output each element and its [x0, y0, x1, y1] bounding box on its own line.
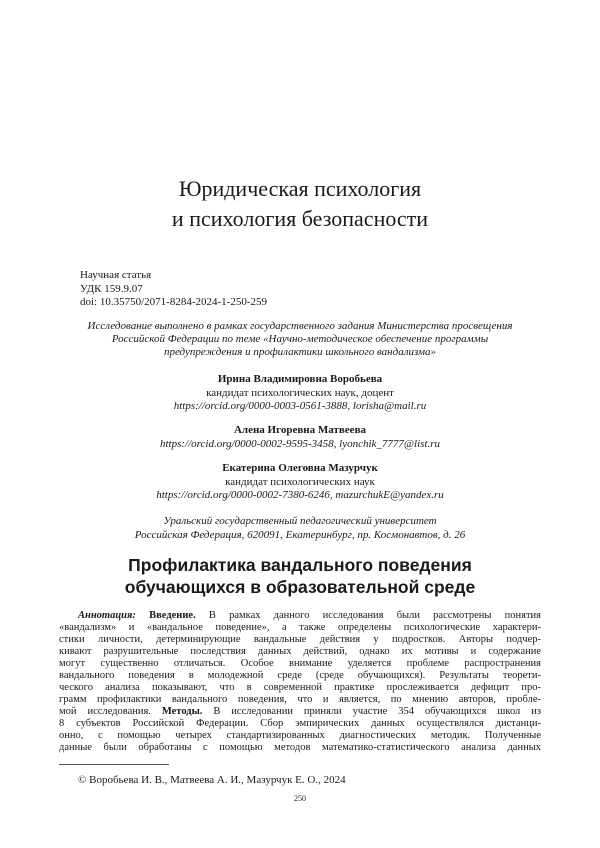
- abstract-line: онно, с помощью четырех стандартизированных диагностических методик. Полученные: [59, 730, 541, 741]
- abstract-line: ческого анализа показывают, что в современной практике прослеживается дефицит про-: [59, 682, 541, 693]
- author-degree: кандидат психологических наук, доцент: [206, 386, 394, 399]
- article-title-line-2: обучающихся в образовательной среде: [124, 577, 476, 597]
- abstract-line: «вандализм» и «вандальное поведение», а также определены психологические характери-: [59, 622, 541, 633]
- author-contact[interactable]: https://orcid.org/0000-0003-0561-3888, lorisha@mail.ru: [173, 400, 427, 412]
- abstract-line: кивают разрушительные последствия данных действий, однако их мотивы и содержание: [59, 646, 541, 657]
- article-title: [0, 554, 600, 598]
- affiliation-line-1: Уральский государственный педагогический университет: [163, 515, 437, 527]
- author-2: [40, 424, 560, 451]
- abstract-text: В рамках данного исследования были рассмотрены понятия: [195, 610, 541, 621]
- funding-line-1: Исследование выполнено в рамках государственного задания Министерства просвещения: [87, 320, 513, 332]
- author-name: Алена Игоревна Матвеева: [233, 424, 367, 436]
- abstract-text: В исследовании приняли участие 354 обучающихся школ из: [202, 706, 542, 717]
- abstract: [59, 610, 541, 754]
- author-3: [40, 462, 560, 503]
- abstract-line: [59, 706, 541, 718]
- footnote-divider: [59, 764, 169, 765]
- affiliation: [40, 514, 560, 542]
- author-name: Екатерина Олеговна Мазурчук: [222, 462, 378, 474]
- article-title-line-1: Профилактика вандального поведения: [128, 555, 472, 575]
- article-type: Научная статья: [80, 269, 152, 281]
- abstract-line: [59, 610, 541, 622]
- author-contact[interactable]: https://orcid.org/0000-0002-7380-6246, mazurchukE@yandex.ru: [156, 489, 444, 501]
- abstract-label: Аннотация:: [78, 610, 136, 621]
- author-1: [40, 373, 560, 414]
- abstract-line: данные были обработаны с помощью методов математико-статистического анализа данных: [59, 742, 541, 753]
- page-number: 250: [294, 794, 306, 803]
- article-meta: [80, 269, 267, 310]
- abstract-line: 8 субъектов Российской Федерации. Сбор эмпирических данных осуществлялся дистанци-: [59, 718, 541, 729]
- abstract-line: могут существенно отличаться. Особое внимание уделяется проблеме распространения: [59, 658, 541, 669]
- author-contact[interactable]: https://orcid.org/0000-0002-9595-3458, lyonchik_7777@list.ru: [159, 437, 440, 450]
- doi-link[interactable]: doi: 10.35750/2071-8284-2024-1-250-259: [80, 296, 267, 308]
- funding-line-3: предупреждения и профилактики школьного вандализма»: [163, 346, 437, 358]
- section-heading: [0, 174, 600, 234]
- copyright-notice: © Воробьева И. В., Матвеева А. И., Мазурчук Е. О., 2024: [78, 774, 346, 786]
- abstract-line: вандального поведения в молодежной среде (среде обучающихся). Результаты теорети-: [59, 670, 541, 681]
- affiliation-line-2: Российская Федерация, 620091, Екатеринбург, пр. Космонавтов, д. 26: [134, 529, 466, 541]
- author-degree: кандидат психологических наук: [225, 475, 375, 488]
- funding-line-2: Российской Федерации по теме «Научно-методическое обеспечение программы: [111, 333, 489, 345]
- udk-code: УДК 159.9.07: [80, 282, 143, 295]
- intro-label: Введение.: [149, 610, 196, 621]
- section-heading-line-2: и психология безопасности: [171, 206, 429, 231]
- section-heading-line-1: Юридическая психология: [178, 176, 422, 201]
- abstract-line: стики личности, детерминирующие вандальные действия у подростков. Авторы подчер-: [59, 634, 541, 645]
- abstract-text: мой исследования.: [59, 706, 162, 717]
- methods-label: Методы.: [161, 706, 203, 717]
- funding-note: [40, 320, 560, 359]
- abstract-line: грамм профилактики вандального поведения, что и является, по мнению авторов, пробле-: [59, 694, 541, 705]
- author-name: Ирина Владимировна Воробьева: [217, 373, 383, 385]
